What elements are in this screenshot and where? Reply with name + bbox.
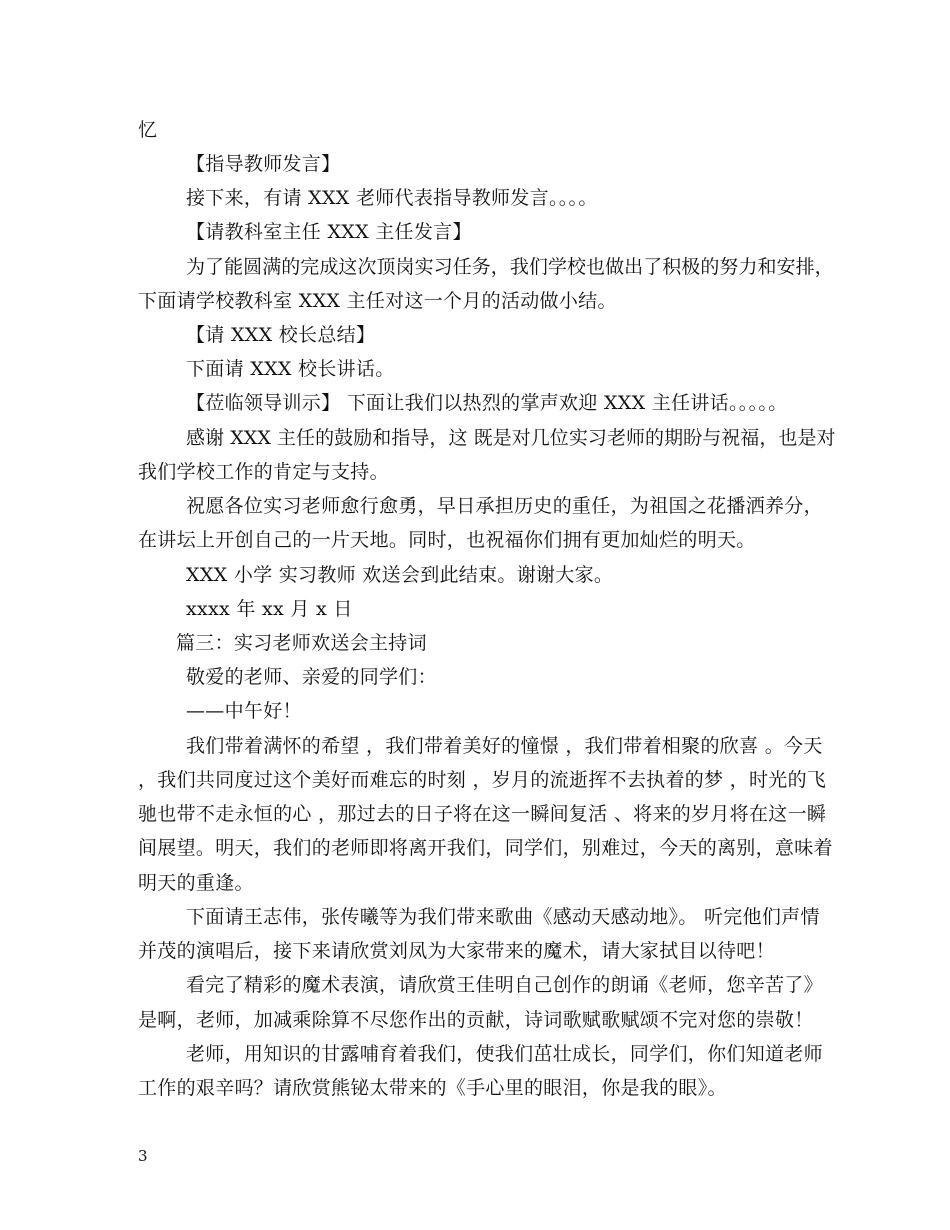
date-line: xxxx 年 xx 月 x 日 (186, 598, 353, 620)
text-line: XXX 小学 实习教师 欢送会到此结束。谢谢大家。 (186, 564, 614, 586)
text-line: 老师，用知识的甘露哺育着我们，使我们茁壮成长，同学们，你们知道老师 (186, 1043, 823, 1065)
text-line: 感谢 XXX 主任的鼓励和指导，这 既是对几位实习老师的期盼与祝福，也是对 (186, 427, 836, 449)
text-line: 祝愿各位实习老师愈行愈勇，早日承担历史的重任，为祖国之花播洒养分， (186, 495, 823, 517)
text-line: 我们带着满怀的希望 ，我们带着美好的憧憬 ，我们带着相聚的欣喜 。今天 (186, 735, 823, 757)
text-line: 接下来，有请 XXX 老师代表指导教师发言。。。。 (186, 187, 598, 209)
text-line: 是啊，老师，加减乘除算不尽您作出的贡献，诗词歌赋歌赋颂不完对您的崇敬！ (138, 1009, 814, 1031)
text-line: 看完了精彩的魔术表演，请欣赏王佳明自己创作的朗诵《老师，您辛苦了》 (186, 974, 823, 996)
text-line: 驰也带不走永恒的心 ，那过去的日子将在这一瞬间复活 、将来的岁月将在这一瞬 (138, 803, 827, 825)
text-line: 为了能圆满的完成这次顶岗实习任务，我们学校也做出了积极的努力和安排， (186, 256, 834, 278)
text-line: 忆 (138, 119, 158, 141)
greeting-line: ——中午好！ (186, 700, 302, 722)
text-line: 下面请王志伟，张传曦等为我们带来歌曲《感动天感动地》。 听完他们声情 (186, 906, 820, 928)
page-number: 3 (138, 1147, 148, 1165)
section-heading: 【莅临领导训示】 下面让我们以热烈的掌声欢迎 XXX 主任讲话。。。。。 (186, 392, 788, 414)
section-title: 篇三：实习老师欢送会主持词 (176, 632, 427, 654)
section-heading: 【指导教师发言】 (186, 153, 341, 175)
text-line: 我们学校工作的肯定与支持。 (138, 461, 389, 483)
greeting-line: 敬爱的老师、亲爱的同学们： (186, 666, 437, 688)
text-line: 下面请 XXX 校长讲话。 (186, 358, 395, 380)
text-line: 工作的艰辛吗？请欣赏熊铋太带来的《手心里的眼泪，你是我的眼》。 (138, 1077, 727, 1099)
text-line: 并茂的演唱后，接下来请欣赏刘凤为大家带来的魔术，请大家拭目以待吧！ (138, 940, 775, 962)
text-line: 明天的重逢。 (138, 872, 254, 894)
section-heading: 【请 XXX 校长总结】 (186, 324, 376, 346)
section-heading: 【请教科室主任 XXX 主任发言】 (186, 221, 472, 243)
text-line: ，我们共同度过这个美好而难忘的时刻 ，岁月的流逝挥不去执着的梦 ，时光的飞 (138, 769, 827, 791)
text-line: 在讲坛上开创自己的一片天地。同时，也祝福你们拥有更加灿烂的明天。 (138, 529, 756, 551)
text-line: 间展望。明天，我们的老师即将离开我们，同学们，别难过，今天的离别，意味着 (138, 837, 833, 859)
text-line: 下面请学校教科室 XXX 主任对这一个月的活动做小结。 (138, 290, 617, 312)
